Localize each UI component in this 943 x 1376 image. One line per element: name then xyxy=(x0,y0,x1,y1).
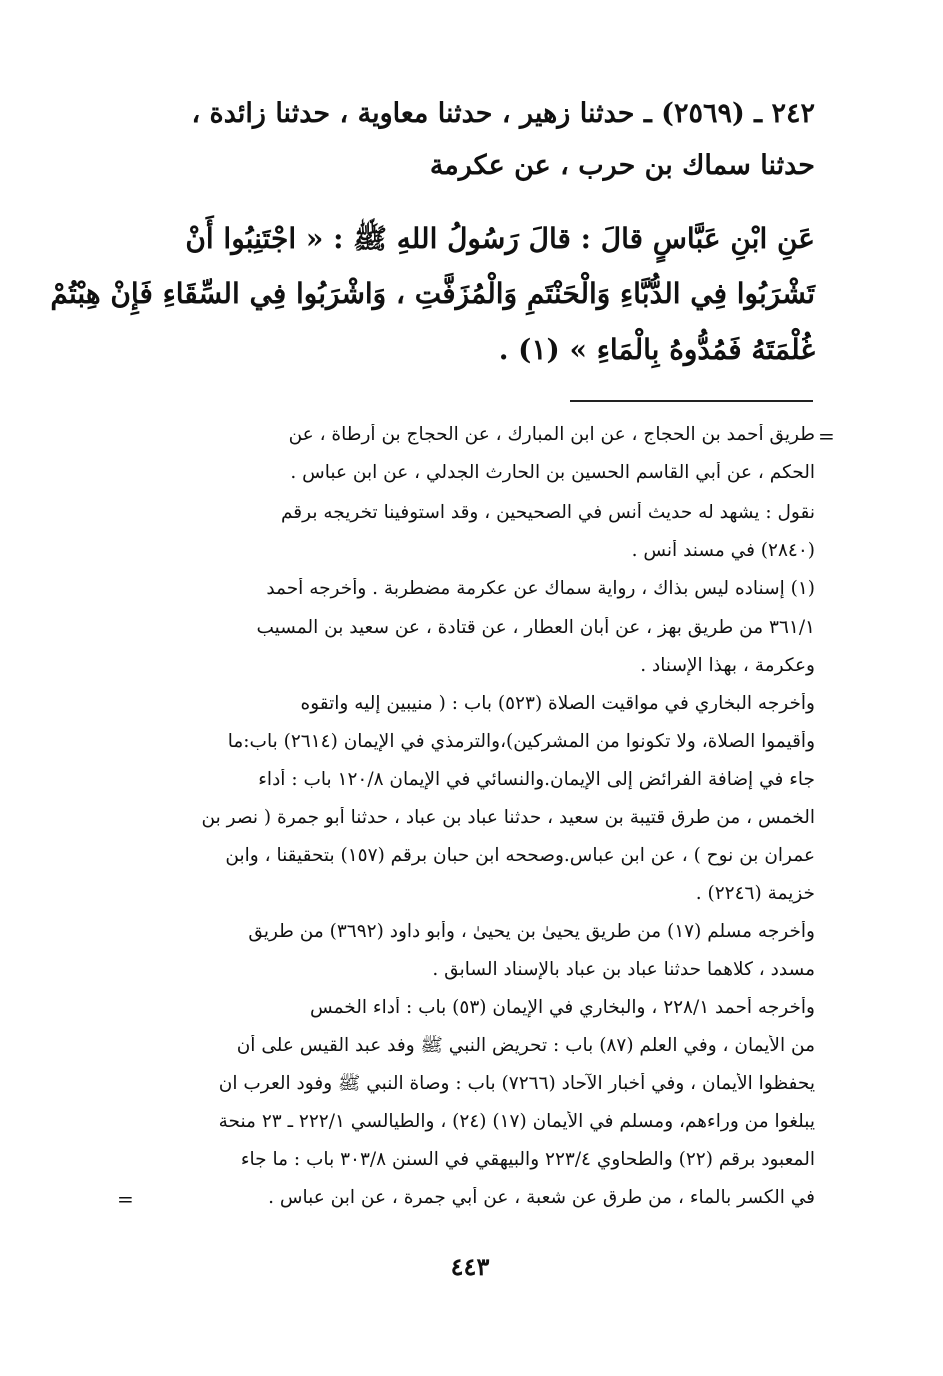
footnote-line: وأقيموا الصلاة، ولا تكونوا من المشركين)،والترمذي في الإيمان (٢٦١٤) باب:ما xyxy=(227,731,815,752)
footnote-line: وأخرجه مسلم (١٧) من طريق يحيىٰ بن يحيىٰ ، وأبو داود (٣٦٩٢) من طريق xyxy=(248,921,815,942)
footnote-line: الخمس ، من طرق قتيبة بن سعيد ، حدثنا عباد بن عباد ، حدثنا أبو جمرة ( نصر بن xyxy=(201,807,815,828)
isnad-line-1: ٢٤٢ ـ (٢٥٦٩) ـ حدثنا زهير ، حدثنا معاوية ، حدثنا زائدة ، xyxy=(191,98,815,129)
footnote-line: طريق أحمد بن الحجاج ، عن ابن المبارك ، عن الحجاج بن أرطاة ، عن xyxy=(288,424,815,445)
footnote-line: مسدد ، كلاهما حدثنا عباد بن عباد بالإسناد السابق . xyxy=(432,959,815,980)
continuation-mark: = xyxy=(818,424,835,448)
footnote-line: يحفظوا الأيمان ، وفي أخبار الآحاد (٧٢٦٦) باب : وصاة النبي ﷺ وفود العرب ان xyxy=(218,1073,815,1094)
hadith-text-line-2: تَشْرَبُوا فِي الدُّبَّاءِ وَالْحَنْتَمِ وَالْمُزَفَّتِ ، وَاشْرَبُوا فِي السِّقَاءِ فَإِنْ هِبْتُمْ xyxy=(50,277,815,310)
footnote-line: المعبود برقم (٢٢) والطحاوي ٢٢٣/٤ والبيهقي في السنن ٣٠٣/٨ باب : ما جاء xyxy=(240,1149,815,1170)
footnote-line: وأخرجه البخاري في مواقيت الصلاة (٥٢٣) باب : ( منيبين إليه واتقوه xyxy=(300,693,815,714)
footnote-line: خزيمة (٢٢٤٦) . xyxy=(695,883,815,904)
page-number: ٤٤٣ xyxy=(450,1252,490,1281)
continuation-mark-end: = xyxy=(117,1187,134,1211)
footnote-line: في الكسر بالماء ، من طرق عن شعبة ، عن أبي جمرة ، عن ابن عباس . xyxy=(268,1187,815,1208)
footnote-line: ٣٦١/١ من طريق بهز ، عن أبان العطار ، عن قتادة ، عن سعيد بن المسيب xyxy=(256,617,815,638)
footnote-line: يبلغوا من وراءهم، ومسلم في الأيمان (١٧) (٢٤) ، والطيالسي ٢٢٢/١ ـ ٢٣ منحة xyxy=(218,1111,815,1132)
footnote-line: وأخرجه أحمد ٢٢٨/١ ، والبخاري في الإيمان (٥٣) باب : أداء الخمس xyxy=(310,997,815,1018)
footnote-line: من الأيمان ، وفي العلم (٨٧) باب : تحريض النبي ﷺ وفد عبد القيس على أن xyxy=(236,1035,815,1056)
footnote-line: وعكرمة ، بهذا الإسناد . xyxy=(640,655,815,676)
footnote-line: (١) إسناده ليس بذاك ، رواية سماك عن عكرمة مضطربة . وأخرجه أحمد xyxy=(266,578,815,599)
footnote-line: نقول : يشهد له حديث أنس في الصحيحين ، وقد استوفينا تخريجه برقم xyxy=(280,502,815,523)
footnote-line: عمران بن نوح ) ، عن ابن عباس.وصححه ابن حبان برقم (١٥٧) بتحقيقنا ، وابن xyxy=(225,845,815,866)
footnote-separator xyxy=(570,400,813,402)
footnote-line: الحكم ، عن أبي القاسم الحسين بن الحارث الجدلي ، عن ابن عباس . xyxy=(290,462,815,483)
footnote-line: جاء في إضافة الفرائض إلى الإيمان.والنسائي في الإيمان ١٢٠/٨ باب : أداء xyxy=(258,769,815,790)
hadith-text-line-1: عَنِ ابْنِ عَبَّاسٍ قالَ : قالَ رَسُولُ اللهِ ﷺ : « اجْتَنِبُوا أَنْ xyxy=(185,222,815,255)
isnad-line-2: حدثنا سماك بن حرب ، عن عكرمة xyxy=(429,150,815,181)
hadith-text-line-3: غُلْمَتَهُ فَمُدُّوهُ بِالْمَاءِ » (١) . xyxy=(498,333,815,366)
footnote-line: (٢٨٤٠) في مسند أنس . xyxy=(631,540,815,561)
